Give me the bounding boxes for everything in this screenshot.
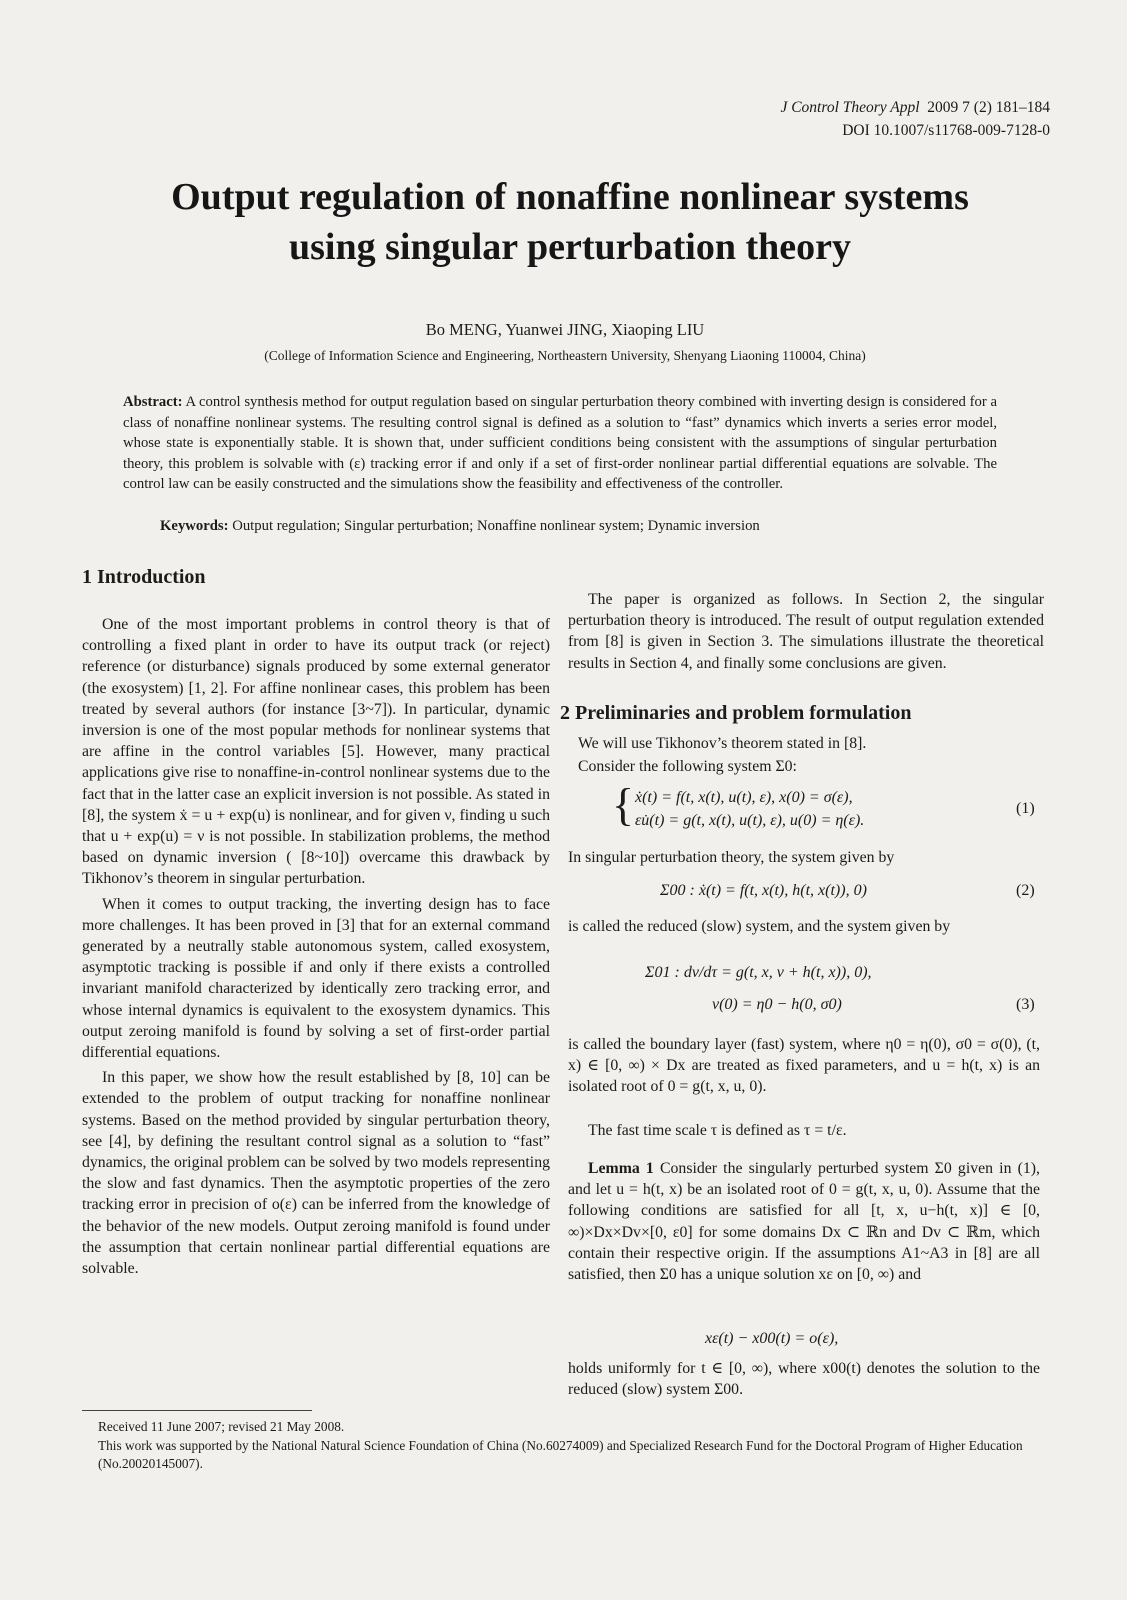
lemma-text: Consider the singularly perturbed system Σ0 given in (1), and let u = h(t, x) be an isolated root of 0 = g(t, x, u, 0). Assume that the following conditions are satisfied for all [t, x, u−h(t, x)] ∈ [0, ∞)×Dx×Dv×[0, ε0] for some domains Dx ⊂ ℝn and Dv ⊂ ℝm, which contain their respective origin. If the assumptions A1~A3 in [8] are all satisfied, then Σ0 has a unique solution xε on [0, ∞) and — [568, 1160, 1040, 1284]
lemma-label: Lemma 1 — [588, 1160, 654, 1177]
abstract-text: A control synthesis method for output regulation based on singular perturbation theory combined with inverting design is considered for a class of nonaffine nonlinear systems. The resulting control signal is defined as a solution to “fast” dynamics which inverts a series error model, whose state is exponentially stable. It is shown that, under sufficient conditions being consistent with the assumptions of singular perturbation theory, this problem is solvable with (ε) tracking error if and only if a set of first-order nonlinear partial differential equations are solvable. The control law can be easily constructed and the simulations show the feasibility and effectiveness of the controller. — [123, 394, 997, 492]
paper-title — [90, 172, 1050, 272]
section-heading-preliminaries: 2 Preliminaries and problem formulation — [560, 702, 912, 724]
text-after-eq3: is called the boundary layer (fast) system, where η0 = η(0), σ0 = σ(0), (t, x) ∈ [0, ∞) × Dx are treated as fixed parameters, and u = h(t, x) is an isolated root of 0 = g(t, x, u, 0). — [568, 1036, 1040, 1096]
title-line-1: Output regulation of nonaffine nonlinear systems — [171, 176, 969, 218]
abstract — [123, 392, 997, 495]
prelim-line-1: We will use Tikhonov’s theorem stated in [8]. — [578, 735, 867, 752]
journal-header — [640, 96, 1050, 142]
keywords-label: Keywords: — [160, 518, 229, 534]
authors: Bo MENG, Yuanwei JING, Xiaoping LIU — [425, 320, 705, 339]
title-line-2: using singular perturbation theory — [289, 226, 851, 268]
text-after-eq2: is called the reduced (slow) system, and the system given by — [568, 918, 951, 935]
footnote — [98, 1418, 1043, 1474]
received-dates: Received 11 June 2007; revised 21 May 2008. — [98, 1419, 345, 1434]
doi: DOI 10.1007/s11768-009-7128-0 — [842, 122, 1050, 139]
volume-info: 2009 7 (2) 181–184 — [927, 99, 1050, 116]
section-heading-introduction: 1 Introduction — [82, 566, 206, 588]
left-column — [82, 614, 550, 1279]
eq3-number: (3) — [1016, 996, 1035, 1013]
eq1-number: (1) — [1016, 800, 1035, 817]
eq1-line-2: εu̇(t) = g(t, x(t), u(t), ε), u(0) = η(ε). — [635, 812, 865, 829]
fast-time-scale: The fast time scale τ is defined as τ = t/ε. — [588, 1122, 847, 1139]
keywords-text: Output regulation; Singular perturbation; Nonaffine nonlinear system; Dynamic inversion — [232, 518, 760, 534]
eq2: Σ00 : ẋ(t) = f(t, x(t), h(t, x(t)), 0) — [660, 882, 867, 899]
affiliation: (College of Information Science and Engineering, Northeastern University, Shenyang Liaoning 110004, China) — [264, 348, 866, 363]
keywords — [160, 518, 1010, 535]
eq1-line-1: ẋ(t) = f(t, x(t), u(t), ε), x(0) = σ(ε), — [635, 789, 853, 806]
right-intro-paragraph — [568, 589, 1044, 674]
intro-paragraph-3: In this paper, we show how the result established by [8, 10] can be extended to the problem of output tracking for nonaffine nonlinear systems. Based on the method provided by singular perturbation theory, see [4], by defining the resultant control signal as a solution to “fast” dynamics, the original problem can be solved by two models representing the slow and fast dynamics. Then the asymptotic properties of the zero tracking error in precision of o(ε) can be inferred from the knowledge of the behavior of the new models. Output zeroing manifold is found under the assumption that certain nonlinear partial differential equations are solvable. — [82, 1069, 550, 1278]
brace: { — [612, 779, 635, 830]
lemma-end: holds uniformly for t ∈ [0, ∞), where x00(t) denotes the solution to the reduced (slow) system Σ00. — [568, 1360, 1040, 1399]
footnote-rule — [82, 1410, 312, 1411]
intro-paragraph-2: When it comes to output tracking, the inverting design has to face more challenges. It has been proved in [3] that for an external command generated by a neutrally stable autonomous system, called exosystem, asymptotic tracking is possible if and only if there exists a controlled invariant manifold characterized by identically zero tracking error, and whose internal dynamics is equivalent to the exosystem dynamics. This output zeroing manifold is found by solving a set of first-order partial differential equations. — [82, 895, 550, 1062]
eq3-line-1: Σ01 : dν/dτ = g(t, x, ν + h(t, x)), 0), — [645, 964, 872, 981]
eq4: xε(t) − x00(t) = o(ε), — [705, 1330, 839, 1347]
prelim-line-2: Consider the following system Σ0: — [578, 758, 797, 775]
journal-name: J Control Theory Appl — [780, 99, 920, 116]
lemma-1 — [568, 1158, 1040, 1285]
organization-paragraph: The paper is organized as follows. In Section 2, the singular perturbation theory is introduced. The result of output regulation extended from [8] is given in Section 3. The simulations illustrate the theoretical results in Section 4, and finally some conclusions are given. — [568, 591, 1044, 672]
abstract-label: Abstract: — [123, 394, 183, 410]
eq2-number: (2) — [1016, 882, 1035, 899]
funding-note: This work was supported by the National Natural Science Foundation of China (No.60274009) and Specialized Research Fund for the Doctoral Program of Higher Education (No.20020145007). — [98, 1437, 1023, 1471]
intro-paragraph-1: One of the most important problems in control theory is that of controlling a fixed plant in order to have its output track (or reject) reference (or disturbance) signals produced by some external generator (the exosystem) [1, 2]. For affine nonlinear cases, this problem has been treated by several authors (for instance [3~7]). In particular, dynamic inversion is one of the most popular methods for nonlinear systems that are affine in the control variables [5]. However, many practical applications give rise to nonaffine-in-control nonlinear systems due to the fact that in the latter case an explicit inversion is not possible. As stated in [8], the system ẋ = u + exp(u) is nonlinear, and for given ν, finding u such that u + exp(u) = ν is not possible. In stabilization problems, the method based on dynamic inversion ( [8~10]) overcame this drawback by Tikhonov’s theorem in singular perturbation. — [82, 616, 550, 888]
text-after-eq1: In singular perturbation theory, the system given by — [568, 849, 895, 866]
eq3-line-2: ν(0) = η0 − h(0, σ0) — [712, 996, 842, 1013]
